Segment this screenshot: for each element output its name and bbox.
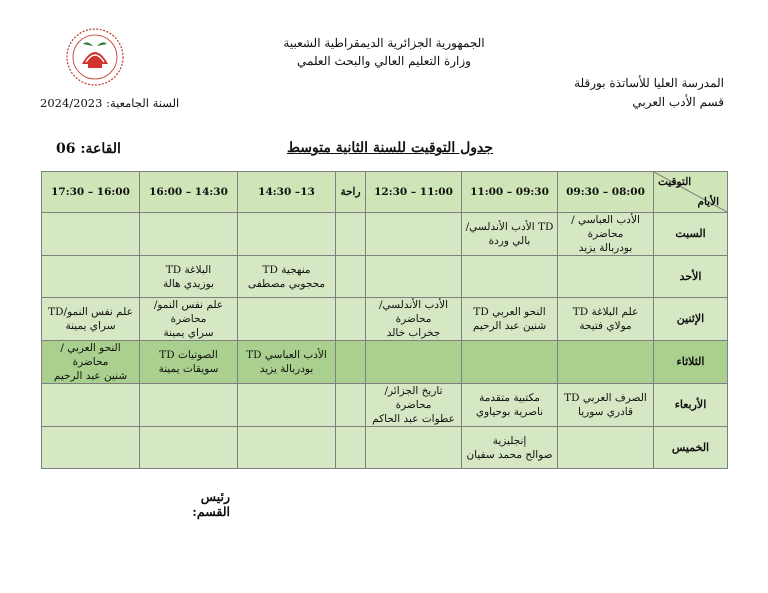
course-label: TD الأدب الأندلسي/ <box>465 221 554 233</box>
course-label: منهجية TD <box>262 263 311 276</box>
schedule-cell <box>140 256 238 298</box>
schedule-cell <box>366 256 462 298</box>
ministry-name: وزارة التعليم العالي والبحث العلمي <box>297 54 471 68</box>
break-cell <box>336 427 366 469</box>
course-label: الأدب الأندلسي/ محاضرة <box>379 299 448 325</box>
teacher-name: سراي يمينة <box>163 327 214 339</box>
department-head-signature-label: رئيس القسم: <box>192 489 230 519</box>
course-label: النحو العربي TD <box>473 306 546 318</box>
table-row <box>42 427 728 469</box>
teacher-name: بالي وردة <box>488 235 531 247</box>
republic-name: الجمهورية الجزائرية الديمقراطية الشعبية <box>283 36 485 50</box>
schedule-cell <box>366 298 462 341</box>
schedule-cell <box>42 298 140 341</box>
schedule-cell <box>366 384 462 427</box>
corner-time-label: التوقيت <box>658 176 692 188</box>
teacher-name: صوالح محمد سفيان <box>466 448 553 461</box>
course-label: مكتبية متقدمة <box>479 392 540 404</box>
school-name: المدرسة العليا للأساتذة بورقلة <box>574 76 724 90</box>
teacher-name: قادري سوريا <box>578 406 633 418</box>
schedule-cell <box>140 341 238 384</box>
schedule-cell <box>462 384 558 427</box>
department-name: قسم الأدب العربي <box>632 95 724 109</box>
course-label: البلاغة TD <box>165 263 212 276</box>
schedule-body <box>42 213 728 469</box>
schedule-cell <box>42 213 140 256</box>
page-title: جدول التوقيت للسنة الثانية متوسط <box>286 140 494 156</box>
break-cell <box>336 256 366 298</box>
course-label: علم البلاغة TD <box>572 306 639 318</box>
course-label: الصوتيات TD <box>159 349 218 361</box>
schedule-cell <box>366 213 462 256</box>
schedule-cell <box>558 213 654 256</box>
teacher-name: شنين عبد الرحيم <box>53 370 128 382</box>
schedule-cell <box>558 341 654 384</box>
school-emblem-icon <box>64 26 126 88</box>
course-label: الصرف العربي TD <box>564 392 647 404</box>
schedule-cell <box>140 298 238 341</box>
course-label: النحو العربي /محاضرة <box>60 342 121 368</box>
schedule-cell <box>238 341 336 384</box>
schedule-table <box>41 171 728 469</box>
table-row <box>42 213 728 256</box>
day-label: الإثنين <box>654 298 728 341</box>
corner-days-label: الأيام <box>697 196 719 208</box>
day-label: الأحد <box>654 256 728 298</box>
table-row <box>42 341 728 384</box>
slot-header: 16:00 – 17:30 <box>42 172 140 213</box>
day-label: السبت <box>654 213 728 256</box>
break-header: راحة <box>336 172 366 213</box>
table-row <box>42 384 728 427</box>
teacher-name: سويقات يمينة <box>158 363 219 375</box>
schedule-cell <box>238 384 336 427</box>
schedule-cell <box>462 427 558 469</box>
teacher-name: محجوبي مصطفى <box>247 277 326 290</box>
header-row <box>42 172 728 213</box>
schedule-cell <box>558 256 654 298</box>
schedule-cell <box>238 256 336 298</box>
teacher-name: عطوات عبد الحاكم <box>372 413 455 425</box>
teacher-name: ناصرية بوحياوي <box>475 406 544 418</box>
schedule-cell <box>462 256 558 298</box>
schedule-cell <box>462 213 558 256</box>
slot-header: 09:30 – 11:00 <box>462 172 558 213</box>
schedule-cell <box>238 213 336 256</box>
day-label: الثلاثاء <box>654 341 728 384</box>
course-label: تاريخ الجزائر/محاضرة <box>384 385 443 411</box>
schedule-cell <box>366 341 462 384</box>
break-cell <box>336 213 366 256</box>
teacher-name: بوزيدي هالة <box>163 277 214 290</box>
schedule-cell <box>366 427 462 469</box>
slot-header: 13– 14:30 <box>238 172 336 213</box>
schedule-cell <box>558 384 654 427</box>
slot-header: 08:00 – 09:30 <box>558 172 654 213</box>
room-number: القاعة: 06 <box>56 141 121 157</box>
schedule-cell <box>238 298 336 341</box>
schedule-cell <box>462 341 558 384</box>
schedule-cell <box>140 427 238 469</box>
break-cell <box>336 298 366 341</box>
course-label: إنجليزية <box>492 434 527 447</box>
schedule-cell <box>462 298 558 341</box>
break-cell <box>336 384 366 427</box>
schedule-cell <box>42 341 140 384</box>
course-label: الأدب العباسي /محاضرة <box>571 214 640 240</box>
schedule-cell <box>140 384 238 427</box>
slot-header: 11:00 – 12:30 <box>366 172 462 213</box>
corner-cell <box>654 172 728 213</box>
course-label: الأدب العباسي TD <box>246 349 327 361</box>
table-row <box>42 298 728 341</box>
teacher-name: شنين عبد الرحيم <box>472 320 547 332</box>
table-row <box>42 256 728 298</box>
schedule-cell <box>558 298 654 341</box>
day-label: الأربعاء <box>654 384 728 427</box>
academic-year: السنة الجامعية: 2024/2023 <box>40 96 180 110</box>
slot-header: 14:30 – 16:00 <box>140 172 238 213</box>
course-label: علم نفس النمو/محاضرة <box>153 299 224 325</box>
course-label: علم نفس النمو/TD <box>48 306 133 318</box>
break-cell <box>336 341 366 384</box>
teacher-name: بودربالة يزيد <box>259 363 314 375</box>
schedule-cell <box>42 384 140 427</box>
day-label: الخميس <box>654 427 728 469</box>
schedule-cell <box>42 256 140 298</box>
schedule-cell <box>238 427 336 469</box>
institution-block <box>554 74 724 112</box>
official-header <box>234 34 534 70</box>
teacher-name: جخراب خالد <box>386 327 441 339</box>
teacher-name: بودربالة يزيد <box>578 242 633 254</box>
teacher-name: مولاي فتيحة <box>579 320 632 332</box>
teacher-name: سراي يمينة <box>65 320 116 332</box>
schedule-cell <box>42 427 140 469</box>
schedule-cell <box>140 213 238 256</box>
schedule-cell <box>558 427 654 469</box>
